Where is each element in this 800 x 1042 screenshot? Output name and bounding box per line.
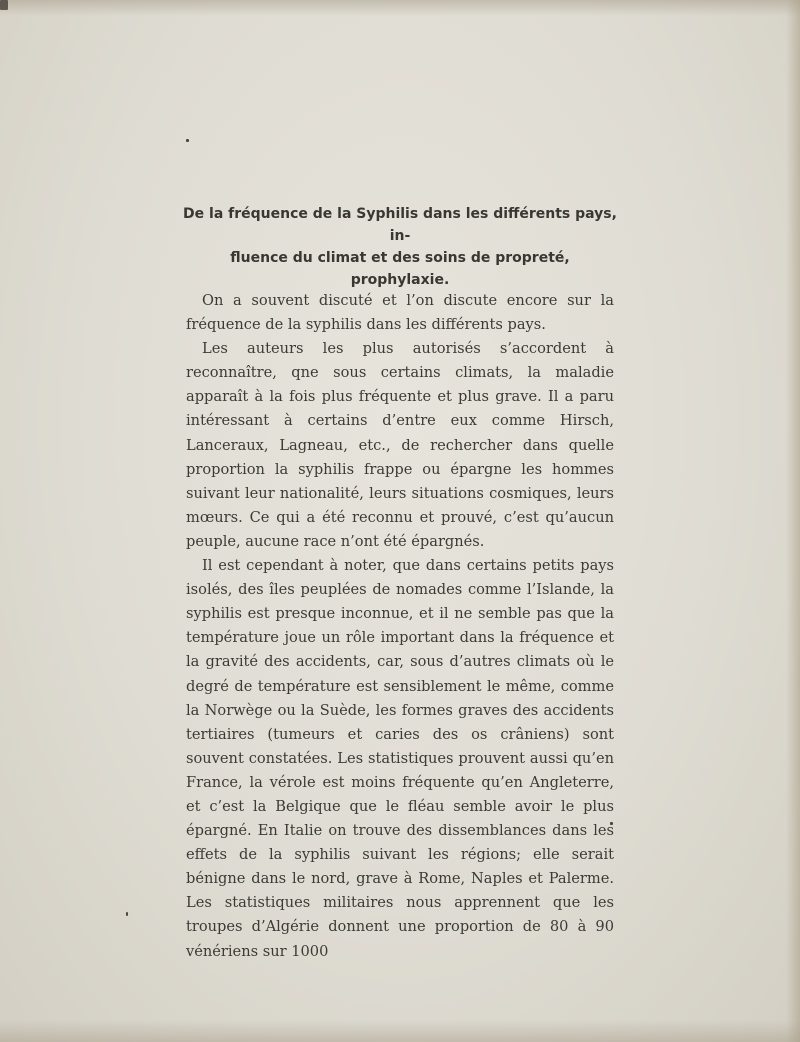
heading-line-2: fluence du climat et des soins de propreté, prophylaxie. (230, 250, 570, 288)
page-right-edge (786, 0, 800, 1042)
ink-speck (126, 912, 128, 916)
heading-line-1: De la fréquence de la Syphilis dans les différents pays, in- (183, 206, 617, 244)
body-text (186, 289, 614, 964)
ink-speck (186, 139, 189, 142)
paragraph-1: On a souvent discuté et l’on discute encore sur la fréquence de la syphilis dans les différents pays. (186, 292, 614, 334)
chapter-heading (180, 203, 620, 291)
paragraph-2: Les auteurs les plus autorisés s’accordent à reconnaître, qne sous certains climats, la maladie apparaît à la fois plus fréquente et plus grave. Il a paru intéressant à certains d’entre eux comme Hirsch, Lanceraux, Lagneau, etc., de rechercher dans quelle proportion la syphilis frappe ou épargne les hommes suivant leur nationalité, leurs situations cosmiques, leurs mœurs. Ce qui a été reconnu et prouvé, c’est qu’aucun peuple, aucune race n’ont été épargnés. (186, 340, 614, 550)
paragraph-3: Il est cependant à noter, que dans certains petits pays isolés, des îles peuplées de nomades comme l’Islande, la syphilis est presque inconnue, et il ne semble pas que la température joue un rôle important dans la fréquence et la gravité des accidents, car, sous d’autres climats où le degré de température est sensiblement le même, comme la Norwège ou la Suède, les formes graves des accidents tertiaires (tumeurs et caries des os crâniens) sont souvent constatées. Les statistiques prouvent aussi qu’en France, la vérole est moins fréquente qu’en Angleterre, et c’est la Belgique que le fléau semble avoir le plus épargné. En Italie on trouve des dissemblances dans les effets de la syphilis suivant les régions; elle serait bénigne dans le nord, grave à Rome, Naples et Palerme. Les statistiques militaires nous apprennent que les troupes d’Algérie donnent une proportion de 80 à 90 vénériens sur 1000 (186, 557, 614, 960)
ink-speck (0, 0, 8, 10)
page-top-shadow (0, 0, 800, 16)
page-bottom-shadow (0, 1020, 800, 1042)
